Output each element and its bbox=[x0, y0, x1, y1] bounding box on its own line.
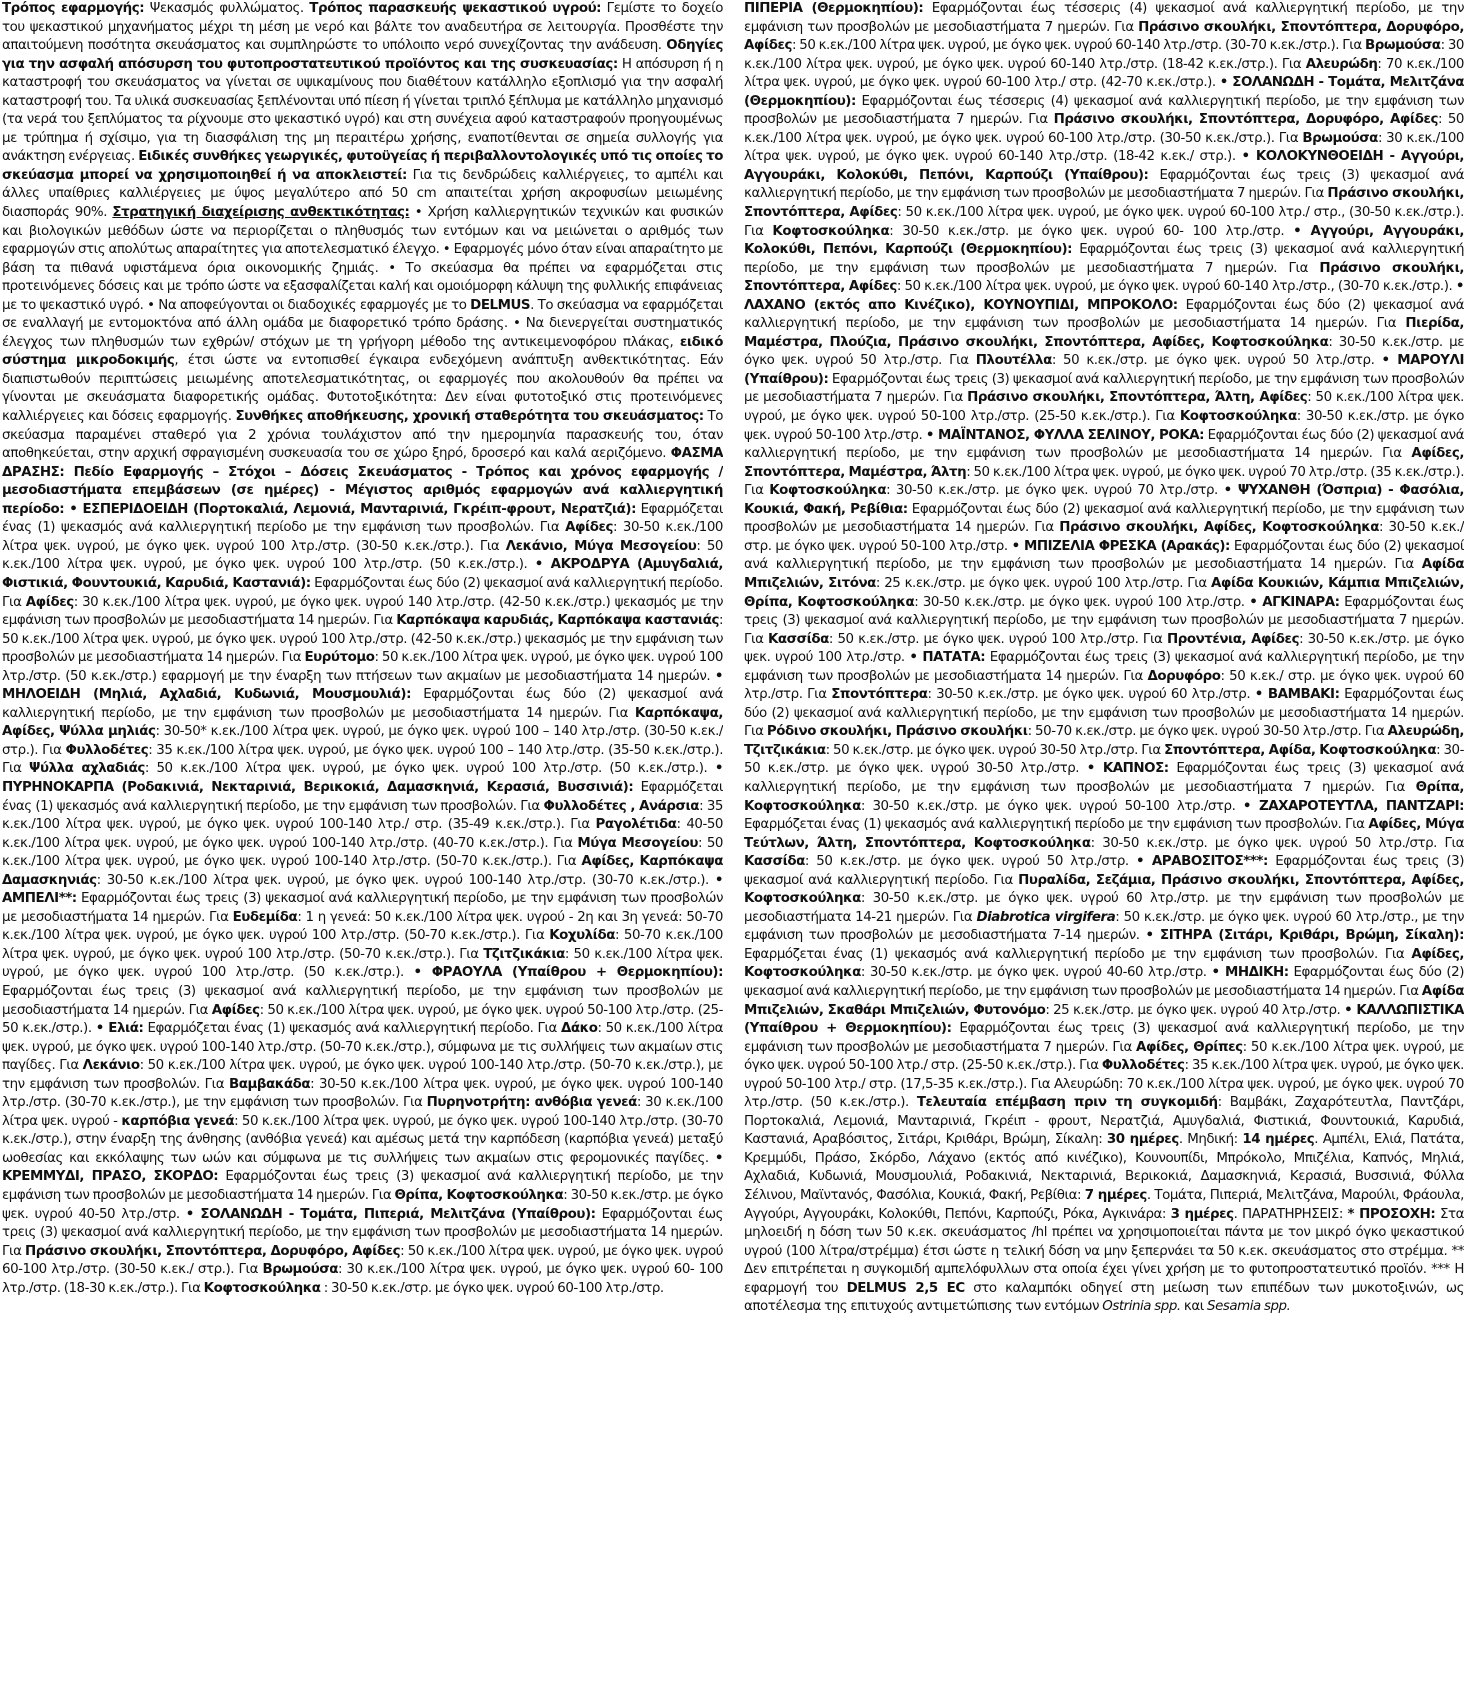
text-run: Εφαρμόζεται ένας (1) ψεκασμός ανά καλλιεργητική περίοδο με την εμφάνιση των προσβολών. Για bbox=[2, 501, 723, 536]
bold-text-run: • ΚΡΕΜΜΥΔΙ, ΠΡΑΣΟ, ΣΚΟΡΔΟ: bbox=[2, 1150, 723, 1185]
underlined-heading-run: Στρατηγική διαχείρισης ανθεκτικότητας: bbox=[112, 205, 410, 221]
bold-text-run: Φυλλοδέτες bbox=[1101, 1058, 1185, 1074]
bold-text-run: • ΣΟΛΑΝΩΔΗ - Τομάτα, Μελιτζάνα (Θερμοκηπίου): bbox=[744, 75, 1464, 109]
bold-text-run: Πράσινο σκουλήκι, Αφίδες, Κοφτοσκούληκα bbox=[1059, 520, 1380, 536]
text-run: : 30 κ.εκ./100 λίτρα ψεκ. υγρού - bbox=[2, 1095, 723, 1129]
bold-text-run: Βρωμούσα bbox=[1302, 130, 1378, 146]
bold-text-run: Βρωμούσα bbox=[1365, 38, 1441, 54]
text-run: : 30-50 κ.εκ./στρ. με όγκο ψεκ. υγρού 50-100 λτρ./στρ. bbox=[744, 520, 1464, 554]
text-run: : 30-50 κ.εκ./100 λίτρα ψεκ. υγρού, με όγκο ψεκ. υγρού 100-140 λτρ./στρ. (30-70 κ.εκ./στρ.). bbox=[96, 872, 715, 888]
italic-text-run: Sesamia spp. bbox=[1207, 1299, 1291, 1315]
bold-text-run: • ΜΠΙΖΕΛΙΑ ΦΡΕΣΚΑ (Αρακάς): bbox=[1011, 538, 1230, 554]
bold-text-run: • Αγγούρι, Αγγουράκι, Κολοκύθι, Πεπόνι, Καρπούζι (Θερμοκηπίου): bbox=[744, 223, 1464, 258]
text-run: : 30-50 κ.εκ./στρ. με όγκο ψεκ. υγρού 50 λτρ./στρ. Για bbox=[1090, 835, 1464, 851]
text-run: : 50 κ.εκ./100 λίτρα ψεκ. υγρού, με όγκο ψεκ. υγρού 60-140 λτρ./στρ., (30-70 κ.εκ./στρ.). bbox=[896, 279, 1456, 295]
text-run: : 50 κ.εκ./100 λίτρα ψεκ. υγρού, με όγκο ψεκ. υγρού 60-100 λτρ./στρ. (30-50 κ.εκ./ στρ.). Για bbox=[2, 1243, 723, 1278]
text-run: : 30-50 κ.εκ./στρ. με όγκο ψεκ. υγρού 60 λτρ./στρ. bbox=[927, 687, 1255, 703]
bold-text-run: Αλευρώδη bbox=[1305, 56, 1378, 72]
bold-text-run: Ειδικές συνθήκες γεωργικές, φυτοϋγείας ή περιβαλλοντολογικές υπό τις οποίες το σκεύασμα μπορεί να χρησιμοποιηθεί ή να αποκλειστεί: bbox=[2, 149, 723, 183]
bold-text-run: Πράσινο σκουλήκι, Σποντόπτερα, Αφίδες bbox=[744, 260, 1464, 295]
text-run: Γεμίστε το δοχείο του ψεκαστικού μηχανήματος μέχρι τη μέση με νερό και βάλτε τον αναδευτήρα σε λειτουργία. Προσθέστε την απαιτούμενη ποσότητα σκευάσματος και συμπληρώστε το υπόλοιπο νερό συνεχίζοντας την ανάδευση. bbox=[2, 1, 723, 54]
text-run: Εφαρμόζονται έως τέσσερις (4) ψεκασμοί ανά καλλιεργητική περίοδο, με την εμφάνιση των προσβολών με μεσοδιαστήματα 7 ημερών. Για bbox=[744, 93, 1464, 128]
bold-text-run: Λεκάνιο bbox=[82, 1058, 140, 1074]
bold-text-run: • ΖΑΧΑΡΟΤΕΥΤΛΑ, ΠΑΝΤΖΑΡΙ: bbox=[1242, 798, 1464, 814]
text-run: : 30-50 κ.εκ./100 λίτρα ψεκ. υγρού, με όγκο ψεκ. υγρού 100-140 λτρ./στρ. (30-70 κ.εκ./στρ.), με την εμφάνιση των προσβολών. Για bbox=[2, 1076, 723, 1111]
text-run: Εφαρμόζονται έως τρεις (3) ψεκασμοί ανά καλλιεργητική περίοδο, με την εμφάνιση των προσβολών με μεσοδιαστήματα 7 ημερών. Για bbox=[744, 594, 1464, 647]
text-run: Εφαρμόζονται έως δύο (2) ψεκασμοί ανά καλλιεργητική περίοδο, με την εμφάνιση των προσβολών με μεσοδιαστήματα 14 ημερών. Για bbox=[744, 965, 1464, 999]
bold-text-run: Τζιτζικάκια bbox=[483, 946, 565, 962]
text-run: : 35 κ.εκ./100 λίτρα ψεκ. υγρού, με όγκο ψεκ. υγρού 50-100 λτρ./ στρ. (17,5-35 κ.εκ./στρ.). Για Αλευρώδη: 70 κ.εκ./100 λίτρα ψεκ. υγρού, με όγκο ψεκ. υγρού 70 λτρ./στρ. (50 κ.εκ./στρ.). bbox=[744, 1058, 1464, 1111]
text-run: : 50 κ.εκ./100 λίτρα ψεκ. υγρού, με όγκο ψεκ. υγρού 100 λτρ./στρ. (42-50 κ.εκ./στρ.) ψεκασμός με την εμφάνιση των προσβολών με μεσοδιαστήματα 14 ημερών. Για bbox=[2, 613, 723, 666]
text-run: : 30-50 κ.εκ./στρ. με όγκο ψεκ. υγρού 50 λτρ./στρ. Για bbox=[744, 334, 1464, 369]
text-run: : 50 κ.εκ./100 λίτρα ψεκ. υγρού, με όγκο ψεκ. υγρού 100-140 λτρ./στρ. (50-70 κ.εκ./στρ.). Για bbox=[2, 835, 723, 870]
text-run: : 50 κ.εκ./100 λίτρα ψεκ. υγρού, με όγκο ψεκ. υγρού 50-100 λτρ./στρ. (25-50 κ.εκ./στρ.). Για bbox=[744, 390, 1464, 425]
bold-text-run: Μύγα Μεσογείου bbox=[577, 835, 698, 851]
bold-text-run: • ΚΑΠΝΟΣ: bbox=[1086, 761, 1169, 777]
bold-text-run: Κοφτοσκούληκα bbox=[1179, 409, 1297, 425]
bold-text-run: Ευρύτομο bbox=[304, 650, 375, 666]
text-run: και bbox=[1180, 1299, 1208, 1315]
bold-text-run: Οδηγίες για την ασφαλή απόσυρση του φυτοπροστατευτικού προϊόντος και της συσκευασίας: bbox=[2, 38, 723, 72]
bold-text-run: • ΑΜΠΕΛΙ**: bbox=[2, 872, 723, 907]
text-run: Εφαρμόζονται έως τρεις (3) ψεκασμοί ανά καλλιεργητική περίοδο, με την εμφάνιση των προσβολών με μεσοδιαστήματα 7 ημερών. Για bbox=[744, 371, 1464, 406]
bold-text-run: * ΠΡΟΣΟΧΗ: bbox=[1347, 1206, 1436, 1222]
bold-text-run: Καρπόκαψα, Αφίδες, Ψύλλα μηλιάς bbox=[2, 705, 723, 740]
text-run: Εφαρμόζονται έως τρεις (3) ψεκασμοί ανά καλλιεργητική περίοδο, με την εμφάνιση των προσβολών με μεσοδιαστήματα 7 ημερών. Για bbox=[744, 242, 1464, 276]
text-run: Εφαρμόζονται έως τέσσερις (4) ψεκασμοί ανά καλλιεργητική περίοδο, με την εμφάνιση των προσβολών με μεσοδιαστήματα 7 ημερών. Για bbox=[744, 1, 1464, 35]
text-run: : 30 κ.εκ./100 λίτρα ψεκ. υγρού, με όγκο ψεκ. υγρού 60-140 λτρ./στρ. (18-42 κ.εκ./στρ.). Για bbox=[744, 38, 1464, 72]
bold-text-run: Κασσίδα bbox=[744, 854, 805, 870]
text-run: : 40-50 κ.εκ./100 λίτρα ψεκ. υγρού, με όγκο ψεκ. υγρού 100-140 λτρ./στρ. (40-70 κ.εκ./στρ.). Για bbox=[2, 817, 723, 851]
bold-text-run: 30 ημέρες bbox=[1106, 1132, 1179, 1148]
bold-text-run: 7 ημέρες bbox=[1084, 1188, 1147, 1203]
text-run: Ψεκασμός φυλλώματος. bbox=[144, 1, 310, 16]
text-run: Το σκεύασμα παραμένει σταθερό για 2 χρόνια τουλάχιστον από την ημερομηνία παρασκευής του, όταν αποθηκεύεται, στην αρχική σφραγισμένη συσκευασία του σε χώρο ξηρό, δροσερό και καλά αεριζόμενο. bbox=[2, 409, 723, 462]
bold-text-run: Φυλλοδέτες bbox=[65, 742, 149, 758]
bold-text-run: 14 ημέρες bbox=[1242, 1132, 1315, 1148]
text-run: : 30-50 κ.εκ./στρ. με όγκο ψεκ. υγρού 60- 100 λτρ./στρ. bbox=[889, 223, 1294, 239]
text-run: . Αμπέλι, Ελιά, Πατάτα, Κρεμμύδι, Πράσο, Σκόρδο, Λάχανο (εκτός από κινέζικο), Κουνουπίδι, Μπρόκολο, Μπιζέλια, Καπνός, Μηλιά, Αχλαδιά, Κυδωνιά, Μουσμουλιά, Ροδακινιά, Νεκταρινιά, Βερικοκιά, Δαμασκηνιά, Κερασιά, Βυσσινιά, Φύλλα Σέλινου, Μαϊντανός, Φασόλια, Κουκιά, Φακή, Ρεβίθια: bbox=[744, 1132, 1464, 1203]
bold-text-run: Κοφτοσκούληκα bbox=[769, 483, 887, 499]
text-run: : 50 κ.εκ./στρ. με όγκο ψεκ. υγρού 30-50 λτρ./στρ. Για bbox=[825, 742, 1165, 758]
bold-text-run: • ΑΓΚΙΝΑΡΑ: bbox=[1249, 594, 1340, 610]
text-run: : 50-70 κ.εκ./100 λίτρα ψεκ. υγρού, με όγκο ψεκ. υγρού 100 λτρ./στρ. (50-70 κ.εκ./στρ.). Για bbox=[2, 928, 723, 962]
text-run: : 25 κ.εκ./στρ. με όγκο ψεκ. υγρού 100 λτρ./στρ. Για bbox=[875, 575, 1211, 591]
bold-text-run: Συνθήκες αποθήκευσης, χρονική σταθερότητα του σκευάσματος: bbox=[235, 409, 704, 425]
bold-text-run: Πλουτέλλα bbox=[975, 353, 1052, 369]
bold-text-run: Κασσίδα bbox=[768, 631, 829, 647]
text-run: Εφαρμόζονται έως τρεις (3) ψεκασμοί ανά καλλιεργητική περίοδο, με την εμφάνιση των προσβολών με μεσοδιαστήματα 14 ημερών. Για bbox=[2, 891, 723, 925]
bold-text-run: • ΠΑΤΑΤΑ: bbox=[909, 650, 986, 666]
text-run: : 50 κ.εκ./100 λίτρα ψεκ. υγρού, με όγκο ψεκ. υγρού 60-100 λτρ./ στρ., (30-50 κ.εκ./στρ.). Για bbox=[744, 205, 1464, 239]
bold-text-run: Αφίδες, Κοφτοσκούληκα bbox=[744, 946, 1464, 981]
text-run: : 50 κ.εκ./100 λίτρα ψεκ. υγρού, με όγκο ψεκ. υγρού 100 λτρ./στρ. (50 κ.εκ./στρ.). bbox=[2, 538, 723, 573]
text-run: • Χρήση καλλιεργητικών τεχνικών και φυσικών και βιολογικών μεθόδων ώστε να περιορίζεται ο πληθυσμός των εντόμων και να μειώνεται ο αριθμός των εφαρμογών στις απολύτως απαραίτητες για αποτελεσματικό έλεγχο. • Εφαρμογές μόνο όταν είναι απαραίτητο με βάση τα πιθανά υφιστάμενα όρια οικονομικής ζημιάς. • Το σκεύασμα θα πρέπει να εφαρμόζεται στις προτεινόμενες δόσεις και με τρόπο ώστε να εξασφαλίζεται καλή και ομοιόμορφη κάλυψη της φυλλικής επιφάνειας με το ψεκαστικό υγρό. • Να αποφεύγονται οι διαδοχικές εφαρμογές με το bbox=[2, 205, 723, 313]
bold-text-run: Βρωμούσα bbox=[262, 1262, 339, 1278]
bold-text-run: Τρόπος εφαρμογής: bbox=[2, 1, 145, 16]
bold-text-run: Πυραλίδα, Σεζάμια, Πράσινο σκουλήκι, Σποντόπτερα, Αφίδες, Κοφτοσκούληκα bbox=[744, 872, 1464, 907]
text-run: : 50 κ.εκ./ στρ. με όγκο ψεκ. υγρού 60 λτρ./στρ. Για bbox=[744, 668, 1464, 703]
bold-text-run: Θρίπα, Κοφτοσκούληκα bbox=[394, 1188, 564, 1203]
text-run: . Μηδική: bbox=[1178, 1132, 1243, 1148]
text-run: : 50 κ.εκ./στρ. με όγκο ψεκ. υγρού 100 λτρ./στρ. Για bbox=[828, 631, 1167, 647]
bold-text-run: 3 ημέρες bbox=[1170, 1206, 1234, 1222]
bold-text-run: ΠΙΠΕΡΙΑ (Θερμοκηπίου): bbox=[744, 1, 924, 16]
text-run: : 30-50 κ.εκ./στρ. με όγκο ψεκ. υγρού 100 λτρ./στρ. bbox=[744, 631, 1464, 666]
text-run: : 35 κ.εκ./100 λίτρα ψεκ. υγρού, με όγκο ψεκ. υγρού 100 – 140 λτρ./στρ. (35-50 κ.εκ./στρ.). Για bbox=[2, 742, 723, 777]
bold-text-run: Σποντόπτερα bbox=[831, 687, 928, 703]
bold-text-run: • ΑΚΡΟΔΡΥΑ (Αμυγδαλιά, Φιστικιά, Φουντουκιά, Καρυδιά, Καστανιά): bbox=[2, 557, 723, 591]
bold-text-run: Αφίδα Μπιζελιών, Σκαθάρι Μπιζελιών, Φυτονόμο bbox=[744, 983, 1464, 1018]
text-run: Εφαρμόζονται έως δύο (2) ψεκασμοί ανά καλλιεργητική περίοδο, με την εμφάνιση των προσβολών με μεσοδιαστήματα 14 ημερών. Για bbox=[744, 297, 1464, 332]
bold-text-run: DELMUS bbox=[470, 297, 531, 313]
bold-text-run: Κοφτοσκούληκα bbox=[772, 223, 890, 239]
bold-text-run: • Ελιά: bbox=[95, 1021, 144, 1037]
bold-text-run: ειδικό σύστημα μικροδοκιμής bbox=[2, 334, 723, 369]
text-run: : 30-50 κ.εκ./στρ. με όγκο ψεκ. υγρού 50-100 λτρ./στρ. bbox=[860, 798, 1243, 814]
text-run: Εφαρμόζεται ένας (1) ψεκασμός ανά καλλιεργητική περίοδο, με την εμφάνιση των προσβολών. Για bbox=[2, 779, 723, 814]
bold-text-run: Ραγολέτιδα bbox=[595, 817, 677, 833]
text-run: Η απόσυρση ή η καταστροφή του σκευάσματος να γίνεται σε υψικαμίνους που διαθέτουν κατάλληλο εξοπλισμό για την ασφαλή καταστροφή του. Τα υλικά συσκευασίας ξεπλένονται υπό πίεση ή γίνεται τριπλό ξέπλυμα με κατάλληλο μηχανισμό (τα νερά του ξεπλύματος τα ρίχνουμε στο ψεκαστικό υγρό) και στη συνέχεια αφού καταστραφούν προηγουμένως με τρύπημα ή σχίσιμο, για τη διασφάλιση της μη περαιτέρω χρήσης, εναποτίθενται σε σημεία συλλογής για ανάκτηση ενέργειας. bbox=[2, 56, 723, 165]
bold-text-run: Φυλλοδέτες , Ανάρσια bbox=[543, 798, 700, 814]
bold-text-run: • ΨΥΧΑΝΘΗ (Όσπρια) - Φασόλια, Κουκιά, Φακή, Ρεβίθια: bbox=[744, 483, 1464, 517]
italic-text-run: Ostrinia spp. bbox=[1102, 1299, 1181, 1315]
text-run: : 70 κ.εκ./100 λίτρα ψεκ. υγρού, με όγκο ψεκ. υγρού 60-100 λτρ./ στρ. (42-70 κ.εκ./στρ.). bbox=[744, 56, 1464, 91]
bold-text-run: Τρόπος παρασκευής ψεκαστικού υγρού: bbox=[309, 1, 602, 16]
text-run: : 30-50 κ.εκ./στρ. με όγκο ψεκ. υγρού 50-100 λτρ./στρ. bbox=[744, 409, 1464, 443]
text-run: Εφαρμόζονται έως δύο (2) ψεκασμοί ανά καλλιεργητική περίοδο, με την εμφάνιση των προσβολών με μεσοδιαστήματα 14 ημερών. Για bbox=[744, 501, 1464, 536]
text-run: στο καλαμπόκι οδηγεί στη μείωση των επιπέδων των μυκοτοξινών, ως αποτέλεσμα της επιτυχούς αντιμετώπισης των εντόμων bbox=[744, 1280, 1464, 1315]
text-run: Εφαρμόζονται έως τρεις (3) ψεκασμοί ανά καλλιεργητική περίοδο. Για bbox=[744, 854, 1464, 888]
bold-text-run: • ΦΡΑΟΥΛΑ (Υπαίθρου + Θερμοκηπίου): bbox=[413, 965, 723, 981]
text-run: : 50 κ.εκ./100 λίτρα ψεκ. υγρού, με όγκο ψεκ. υγρού 100 λτρ./στρ. (50 κ.εκ./στρ.). bbox=[144, 761, 715, 777]
text-run: : 30 κ.εκ./100 λίτρα ψεκ. υγρού, με όγκο ψεκ. υγρού 60- 100 λτρ./στρ. (18-30 κ.εκ./στρ.). Για bbox=[2, 1262, 723, 1296]
text-run: : 30-50 κ.εκ./στρ. με όγκο ψεκ. υγρού 100 λτρ./στρ. bbox=[914, 594, 1250, 610]
bold-text-run: Αφίδες bbox=[565, 520, 614, 536]
bold-text-run: Αφίδες, Μύγα Τεύτλων, Άλτη, Σποντόπτερα, Κοφτοσκούληκα bbox=[744, 817, 1464, 851]
bold-text-run: Πράσινο σκουλήκι, Σποντόπτερα, Δορυφόρο, Αφίδες bbox=[1053, 112, 1438, 128]
text-run: : 50-70 κ.εκ./στρ. με όγκο ψεκ. υγρού 30-50 λτρ./στρ. Για bbox=[1027, 724, 1388, 740]
text-run: Εφαρμόζεται ένας (1) ψεκασμός ανά καλλιεργητική περίοδο. Για bbox=[143, 1021, 561, 1037]
text-run: Εφαρμόζεται ένας (1) ψεκασμός ανά καλλιεργητική περίοδο με την εμφάνιση των προσβολών. Για bbox=[744, 946, 1412, 962]
text-run: : 50 κ.εκ./100 λίτρα ψεκ. υγρού, με όγκο ψεκ. υγρού 60-100 λτρ./στρ. (30-50 κ.εκ./στρ.). Για bbox=[744, 112, 1464, 146]
bold-text-run: Αφίδες bbox=[211, 1002, 260, 1018]
text-run: : 30-50 κ.εκ./στρ. με όγκο ψεκ. υγρού 40-60 λτρ./στρ. bbox=[860, 965, 1212, 981]
text-run: : 30-50 κ.εκ./στρ. με όγκο ψεκ. υγρού 60 λτρ./στρ. με την εμφάνιση των προσβολών με μεσοδιαστήματα 14-21 ημερών. Για bbox=[744, 891, 1464, 925]
bold-text-run: Πυρηνοτρήτη: ανθόβια γενεά bbox=[426, 1095, 637, 1111]
text-run: : 50 κ.εκ./100 λίτρα ψεκ. υγρού, με όγκο ψεκ. υγρού 100-140 λτρ./στρ. (50-70 κ.εκ./στρ.), με την εμφάνιση των προσβολών. Για bbox=[2, 1058, 723, 1092]
text-run: Εφαρμόζονται έως τρεις (3) ψεκασμοί ανά καλλιεργητική περίοδο, με την εμφάνιση των προσβολών με μεσοδιαστήματα 7 ημερών. Για bbox=[744, 167, 1464, 202]
text-run: : 50 κ.εκ./στρ. με όγκο ψεκ. υγρού 50 λτρ./στρ. bbox=[804, 854, 1137, 870]
text-run: : 50 κ.εκ./100 λίτρα ψεκ. υγρού, με όγκο ψεκ. υγρού 50-100 λτρ./στρ. (25-50 κ.εκ./στρ.). bbox=[2, 1002, 723, 1037]
bold-text-run: Καρπόκαψα καρυδιάς, Καρπόκαψα καστανιάς bbox=[396, 613, 719, 629]
text-run: : 30-50 κ.εκ./στρ. με όγκο ψεκ. υγρού 60-100 λτρ./στρ. bbox=[320, 1280, 664, 1296]
bold-text-run: Αφίδες, Σποντόπτερα, Μαμέστρα, Άλτη bbox=[744, 446, 1464, 480]
text-run: Εφαρμόζονται έως δύο (2) ψεκασμοί ανά καλλιεργητική περίοδο. Για bbox=[2, 575, 723, 610]
bold-text-run: • ΚΟΛΟΚΥΝΘΟΕΙΔΗ - Αγγούρι, Αγγουράκι, Κολοκύθι, Πεπόνι, Καρπούζι (Υπαίθρου): bbox=[744, 149, 1464, 183]
bold-text-run: • ΜΑΪΝΤΑΝΟΣ, ΦΥΛΛΑ ΣΕΛΙΝΟΥ, ΡΟΚΑ: bbox=[925, 427, 1205, 443]
text-run: : 50 κ.εκ./στρ. με όγκο ψεκ. υγρού 60 λτρ./στρ., με την εμφάνιση των προσβολών με μεσοδιαστήματα 7-14 ημερών. bbox=[744, 909, 1464, 944]
text-run: Εφαρμόζονται έως δύο (2) ψεκασμοί ανά καλλιεργητική περίοδο, με την εμφάνιση των προσβολών με μεσοδιαστήματα 14 ημερών. Για bbox=[2, 687, 723, 721]
text-run: : 50 κ.εκ./100 λίτρα ψεκ. υγρού, με όγκο ψεκ. υγρού 100 λτρ./στρ. (50 κ.εκ./στρ.) εφαρμογή με την έναρξη των πτήσεων των ακμαίων με μεσοδιαστήματα 14 ημερών. bbox=[2, 650, 723, 684]
text-run: : 50 κ.εκ./100 λίτρα ψεκ. υγρού, με όγκο ψεκ. υγρού 50-100 λτρ./ στρ. (25-50 κ.εκ./στρ.). Για bbox=[744, 1039, 1464, 1074]
bold-text-run: Κοχυλίδα bbox=[549, 928, 615, 944]
text-run: : 30-50 κ.εκ./στρ. με όγκο ψεκ. υγρού 40-50 λτρ./στρ. bbox=[2, 1188, 723, 1222]
bold-text-run: Δορυφόρο bbox=[1147, 668, 1221, 684]
text-run: : 30-50 κ.εκ./100 λίτρα ψεκ. υγρού, με όγκο ψεκ. υγρού 100 λτρ./στρ. (30-50 κ.εκ./στρ.). Για bbox=[2, 520, 723, 554]
bold-text-run: Πράσινο σκουλήκι, Σποντόπτερα, Αφίδες bbox=[744, 186, 1464, 221]
text-run: : 30-50* κ.εκ./100 λίτρα ψεκ. υγρού, με όγκο ψεκ. υγρού 100 – 140 λτρ./στρ. (30-50 κ.εκ./στρ.). Για bbox=[2, 724, 723, 758]
bold-text-run: Ευδεμίδα bbox=[232, 909, 298, 925]
text-run: Εφαρμόζεται ένας (1) ψεκασμός ανά καλλιεργητική περίοδο με την εμφάνιση των προσβολών. Για bbox=[744, 817, 1369, 833]
text-run: : 30 κ.εκ./100 λίτρα ψεκ. υγρού, με όγκο ψεκ. υγρού 60-140 λτρ./στρ. (18-42 κ.εκ./ στρ.). bbox=[744, 130, 1464, 165]
bold-text-run: Προντένια, Αφίδες bbox=[1166, 631, 1300, 647]
text-run: : 30 κ.εκ./100 λίτρα ψεκ. υγρού, με όγκο ψεκ. υγρού 140 λτρ./στρ. (42-50 κ.εκ./στρ.) ψεκασμός με την εμφάνιση των προσβολών με μεσοδιαστήματα 14 ημερών. Για bbox=[2, 594, 723, 629]
text-run: : 30-50 κ.εκ./στρ. με όγκο ψεκ. υγρού 70 λτρ./στρ. bbox=[886, 483, 1224, 499]
bold-text-run: • ΛΑΧΑΝΟ (εκτός απο Κινέζικο), ΚΟΥΝΟΥΠΙΔΙ, ΜΠΡΟΚΟΛΟ: bbox=[744, 279, 1464, 313]
bold-text-run: • ΠΥΡΗΝΟΚΑΡΠΑ (Ροδακινιά, Νεκταρινιά, Βερικοκιά, Δαμασκηνιά, Κερασιά, Βυσσινιά): bbox=[2, 761, 723, 795]
right-column bbox=[744, 0, 1464, 1697]
bold-text-run: • ΑΡΑΒΟΣΙΤΟΣ***: bbox=[1136, 854, 1268, 870]
bold-text-run: Θρίπα, Κοφτοσκούληκα bbox=[744, 779, 1464, 814]
bold-text-run: Πιερίδα, Μαμέστρα, Πλούζια, Πράσινο σκουλήκι, Σποντόπτερα, Αφίδες, Κοφτοσκούληκα bbox=[744, 316, 1464, 350]
bold-text-run: Τελευταία επέμβαση πριν τη συγκομιδή bbox=[916, 1095, 1218, 1111]
left-column-text bbox=[2, 0, 723, 1298]
bold-text-run: Πράσινο σκουλήκι, Σποντόπτερα, Δορυφόρο, Αφίδες bbox=[744, 19, 1464, 54]
text-run: Για τις δενδρώδεις καλλιέργειες, το αμπέλι και άλλες υπαίθριες καλλιέργειες με ύψος μεγαλύτερο από 50 cm απαιτείται χρήση ακροφυσίων μειωμένης διασποράς 90%. bbox=[2, 167, 723, 221]
bold-text-run: • ΚΑΛΛΩΠΙΣΤΙΚΑ (Υπαίθρου + Θερμοκηπίου): bbox=[744, 1002, 1464, 1037]
bold-text-run: Αφίδες bbox=[25, 594, 74, 610]
text-run: . Το σκεύασμα να εφαρμόζεται σε εναλλαγή με εντομοκτόνα από άλλη ομάδα με διαφορετικό τρόπο δράσης. • Να διενεργείται συστηματικός έλεγχος των πληθυσμών των εχθρών/ στόχων με τη γρήγορη μέθοδο της αντικειμενοφόρου πλάκας, bbox=[2, 297, 723, 350]
bold-text-run: • ΒΑΜΒΑΚΙ: bbox=[1254, 687, 1340, 703]
text-run: Εφαρμόζονται έως τρεις (3) ψεκασμοί ανά καλλιεργητική περίοδο, με την εμφάνιση των προσβολών με μεσοδιαστήματα 14 ημερών. Για bbox=[2, 983, 723, 1018]
text-run: : 50 κ.εκ./100 λίτρα ψεκ. υγρού, με όγκο ψεκ. υγρού 100-140 λτρ./στρ. (30-70 κ.εκ./στρ.), στην έναρξη της άνθησης (ανθόβια γενεά) και αμέσως μετά την καρπόδεση (καρπόβια γενεά) μεταξύ ωοθεσίας και εκκόλαψης των ωών και σύμφωνα με τις συλλήψεις των ακμαίων στις φερομονικές παγίδες. bbox=[2, 1113, 723, 1166]
text-run: . ΠΑΡΑΤΗΡΗΣΕΙΣ: bbox=[1233, 1206, 1348, 1222]
text-run: Εφαρμόζονται έως τρεις (3) ψεκασμοί ανά καλλιεργητική περίοδο, με την εμφάνιση των προσβολών με μεσοδιαστήματα 14 ημερών. Για bbox=[2, 1169, 723, 1203]
bold-text-run: • ΣΟΛΑΝΩΔΗ - Τομάτα, Πιπεριά, Μελιτζάνα (Υπαίθρου): bbox=[185, 1206, 596, 1222]
bold-text-run: ΦΑΣΜΑ ΔΡΑΣΗΣ: Πεδίο Εφαρμογής – Στόχοι – Δόσεις Σκευάσματος - Τρόπος και χρόνος εφαρμογής / μεσοδιαστήματα επεμβάσεων (σε ημέρες) - Μέγιστος αριθμός εφαρμογών ανά καλλιεργητική περίοδο: • ΕΣΠΕΡΙΔΟΕΙΔΗ (Πορτοκαλιά, Λεμονιά, Μανταρινιά, Γκρέιπ-φρουτ, Νερατζιά): bbox=[2, 446, 723, 517]
text-run: . Τομάτα, Πιπεριά, Μελιτζάνα, Μαρούλι, Φράουλα, Αγγούρι, Αγγουράκι, Κολοκύθι, Πεπόνι, Καρπούζι, Ρόκα, Αγκινάρα: bbox=[744, 1188, 1464, 1222]
bold-text-run: • ΣΙΤΗΡΑ (Σιτάρι, Κριθάρι, Βρώμη, Σίκαλη): bbox=[1145, 928, 1464, 944]
bold-text-run: • ΜΗΛΟΕΙΔΗ (Μηλιά, Αχλαδιά, Κυδωνιά, Μουσμουλιά): bbox=[2, 668, 723, 703]
text-run: Στα μηλοειδή η δόση των 50 κ.εκ. σκευάσματος /hl πρέπει να χρησιμοποιείται πάντα με τον μικρό όγκο ψεκαστικού υγρού (100 λίτρα/στρέμμα) έτσι ώστε η τελική δόση να μην ξεπερνάει τα 50 κ.εκ. σκευάσματος στο στρέμμα. ** Δεν επιτρέπεται η συγκομιδή αμπελόφυλλων στα οποία έχει γίνει χρήση με το φυτοπροστατευτικό προϊόν. *** Η εφαρμογή του bbox=[744, 1206, 1464, 1296]
bold-text-run: Πράσινο σκουλήκι, Σποντόπτερα, Άλτη, Αφίδες bbox=[967, 390, 1308, 406]
text-run: Εφαρμόζονται έως τρεις (3) ψεκασμοί ανά καλλιεργητική περίοδο, με την εμφάνιση των προσβολών με μεσοδιαστήματα 7 ημερών. Για bbox=[744, 1021, 1464, 1055]
bold-text-run: Αφίδες, Θρίπες bbox=[1136, 1039, 1243, 1055]
text-run: Εφαρμόζονται έως τρεις (3) ψεκασμοί ανά καλλιεργητική περίοδο, με την εμφάνιση των προσβολών με μεσοδιαστήματα 14 ημερών. Για bbox=[2, 1206, 723, 1259]
text-run: : 1 η γενεά: 50 κ.εκ./100 λίτρα ψεκ. υγρού - 2η και 3η γενεά: 50-70 κ.εκ./100 λίτρα ψεκ. υγρού, με όγκο ψεκ. υγρού 100 λτρ./στρ. (50-70 κ.εκ./στρ.). Για bbox=[2, 909, 723, 944]
text-run: : 30-50 κ.εκ./στρ. με όγκο ψεκ. υγρού 30-50 λτρ./στρ. bbox=[744, 742, 1464, 777]
text-run: Εφαρμόζονται έως τρεις (3) ψεκασμοί ανά καλλιεργητική περίοδο, με την εμφάνιση των προσβολών με μεσοδιαστήματα 7 ημερών. Για bbox=[744, 761, 1464, 795]
bold-text-run: Σποντόπτερα, Αφίδα, Κοφτοσκούληκα bbox=[1164, 742, 1437, 758]
text-run: : 50 κ.εκ./100 λίτρα ψεκ. υγρού, με όγκο ψεκ. υγρού 60-140 λτρ./στρ. (30-70 κ.εκ./στρ.). Για bbox=[791, 38, 1365, 54]
bold-text-run: • ΜΑΡΟΥΛΙ (Υπαίθρου): bbox=[744, 353, 1464, 387]
bold-text-run: Δάκο bbox=[560, 1021, 598, 1037]
text-run: : 50 κ.εκ./100 λίτρα ψεκ. υγρού, με όγκο ψεκ. υγρού 100-140 λτρ./στρ. (50-70 κ.εκ./στρ.), σύμφωνα με τις συλλήψεις των ακμαίων στις παγίδες. Για bbox=[2, 1021, 723, 1074]
bold-italic-text-run: Diabrotica virgifera bbox=[976, 909, 1116, 925]
text-run: : Βαμβάκι, Ζαχαρότευτλα, Παντζάρι, Πορτοκαλιά, Λεμονιά, Μανταρινιά, Γκρέιπ - φρουτ, Νερατζιά, Αμυγδαλιά, Φιστικιά, Φουντουκιά, Καρυδιά, Καστανιά, Αραβόσιτος, Σιτάρι, Κριθάρι, Βρώμη, Σίκαλη: bbox=[744, 1095, 1464, 1148]
bold-text-run: • ΜΗΔΙΚΗ: bbox=[1211, 965, 1289, 981]
bold-text-run: Ρόδινο σκουλήκι, Πράσινο σκουλήκι bbox=[766, 724, 1028, 740]
text-run: Εφαρμόζονται έως δύο (2) ψεκασμοί ανά καλλιεργητική περίοδο, με την εμφάνιση των προσβολών με μεσοδιαστήματα 14 ημερών. Για bbox=[744, 427, 1464, 462]
bold-text-run: Αφίδα Κουκιών, Κάμπια Μπιζελιών, Θρίπα, Κοφτοσκούληκα bbox=[744, 575, 1464, 610]
text-run: : 50 κ.εκ./στρ. με όγκο ψεκ. υγρού 50 λτρ./στρ. bbox=[1051, 353, 1382, 369]
bold-text-run: Βαμβακάδα bbox=[229, 1076, 311, 1092]
text-run: : 25 κ.εκ./στρ. με όγκο ψεκ. υγρού 40 λτρ./στρ. bbox=[1045, 1002, 1345, 1018]
text-run: : 50 κ.εκ./100 λίτρα ψεκ. υγρού, με όγκο ψεκ. υγρού 70 λτρ./στρ. (35 κ.εκ./στρ.). Για bbox=[744, 464, 1464, 499]
text-run: Εφαρμόζονται έως τρεις (3) ψεκασμοί ανά καλλιεργητική περίοδο, με την εμφάνιση των προσβολών με μεσοδιαστήματα 14 ημερών. Για bbox=[744, 650, 1464, 684]
text-run: : 35 κ.εκ./100 λίτρα ψεκ. υγρού, με όγκο ψεκ. υγρού 100-140 λτρ./ στρ. (35-49 κ.εκ./στρ.). Για bbox=[2, 798, 723, 833]
bold-text-run: Αλευρώδη, Τζιτζικάκια bbox=[744, 724, 1464, 758]
bold-text-run: DELMUS 2,5 EC bbox=[846, 1280, 965, 1296]
text-run: Εφαρμόζονται έως δύο (2) ψεκασμοί ανά καλλιεργητική περίοδο, με την εμφάνιση των προσβολών με μεσοδιαστήματα 14 ημερών. Για bbox=[744, 538, 1464, 573]
bold-text-run: Λεκάνιο, Μύγα Μεσογείου bbox=[505, 538, 697, 554]
right-column-text bbox=[744, 0, 1464, 1317]
text-run: , έτσι ώστε να εντοπισθεί έγκαιρα ενδεχόμενη ανάπτυξη ανθεκτικότητας. Εάν διαπιστωθούν περιπτώσεις μειωμένης αποτελεσματικότητας, οι εφαρμογές που ακολουθούν θα πρέπει να γίνονται με σκευάσματα διαφορετικής ομάδας. Φυτοτοξικότητα: Δεν είναι φυτοτοξικό στις προτεινόμενες καλλιέργειες και δόσεις εφαρμογής. bbox=[2, 353, 723, 425]
bold-text-run: Ψύλλα αχλαδιάς bbox=[29, 761, 145, 777]
left-column bbox=[2, 0, 723, 1697]
text-run: : 50 κ.εκ./100 λίτρα ψεκ. υγρού, με όγκο ψεκ. υγρού 100 λτρ./στρ. (50 κ.εκ./στρ.). bbox=[2, 946, 723, 981]
text-run: Εφαρμόζονται έως δύο (2) ψεκασμοί ανά καλλιεργητική περίοδο, με την εμφάνιση των προσβολών με μεσοδιαστήματα 14 ημερών. Για bbox=[744, 687, 1464, 740]
bold-text-run: Αφίδα Μπιζελιών, Σιτόνα bbox=[744, 557, 1464, 591]
bold-text-run: Κοφτοσκούληκα bbox=[203, 1280, 321, 1296]
bold-text-run: Πράσινο σκουλήκι, Σποντόπτερα, Δορυφόρο, Αφίδες bbox=[25, 1243, 401, 1259]
bold-text-run: Αφίδες, Καρπόκαψα Δαμασκηνιάς bbox=[2, 854, 723, 888]
bold-text-run: καρπόβια γενεά bbox=[121, 1113, 235, 1129]
